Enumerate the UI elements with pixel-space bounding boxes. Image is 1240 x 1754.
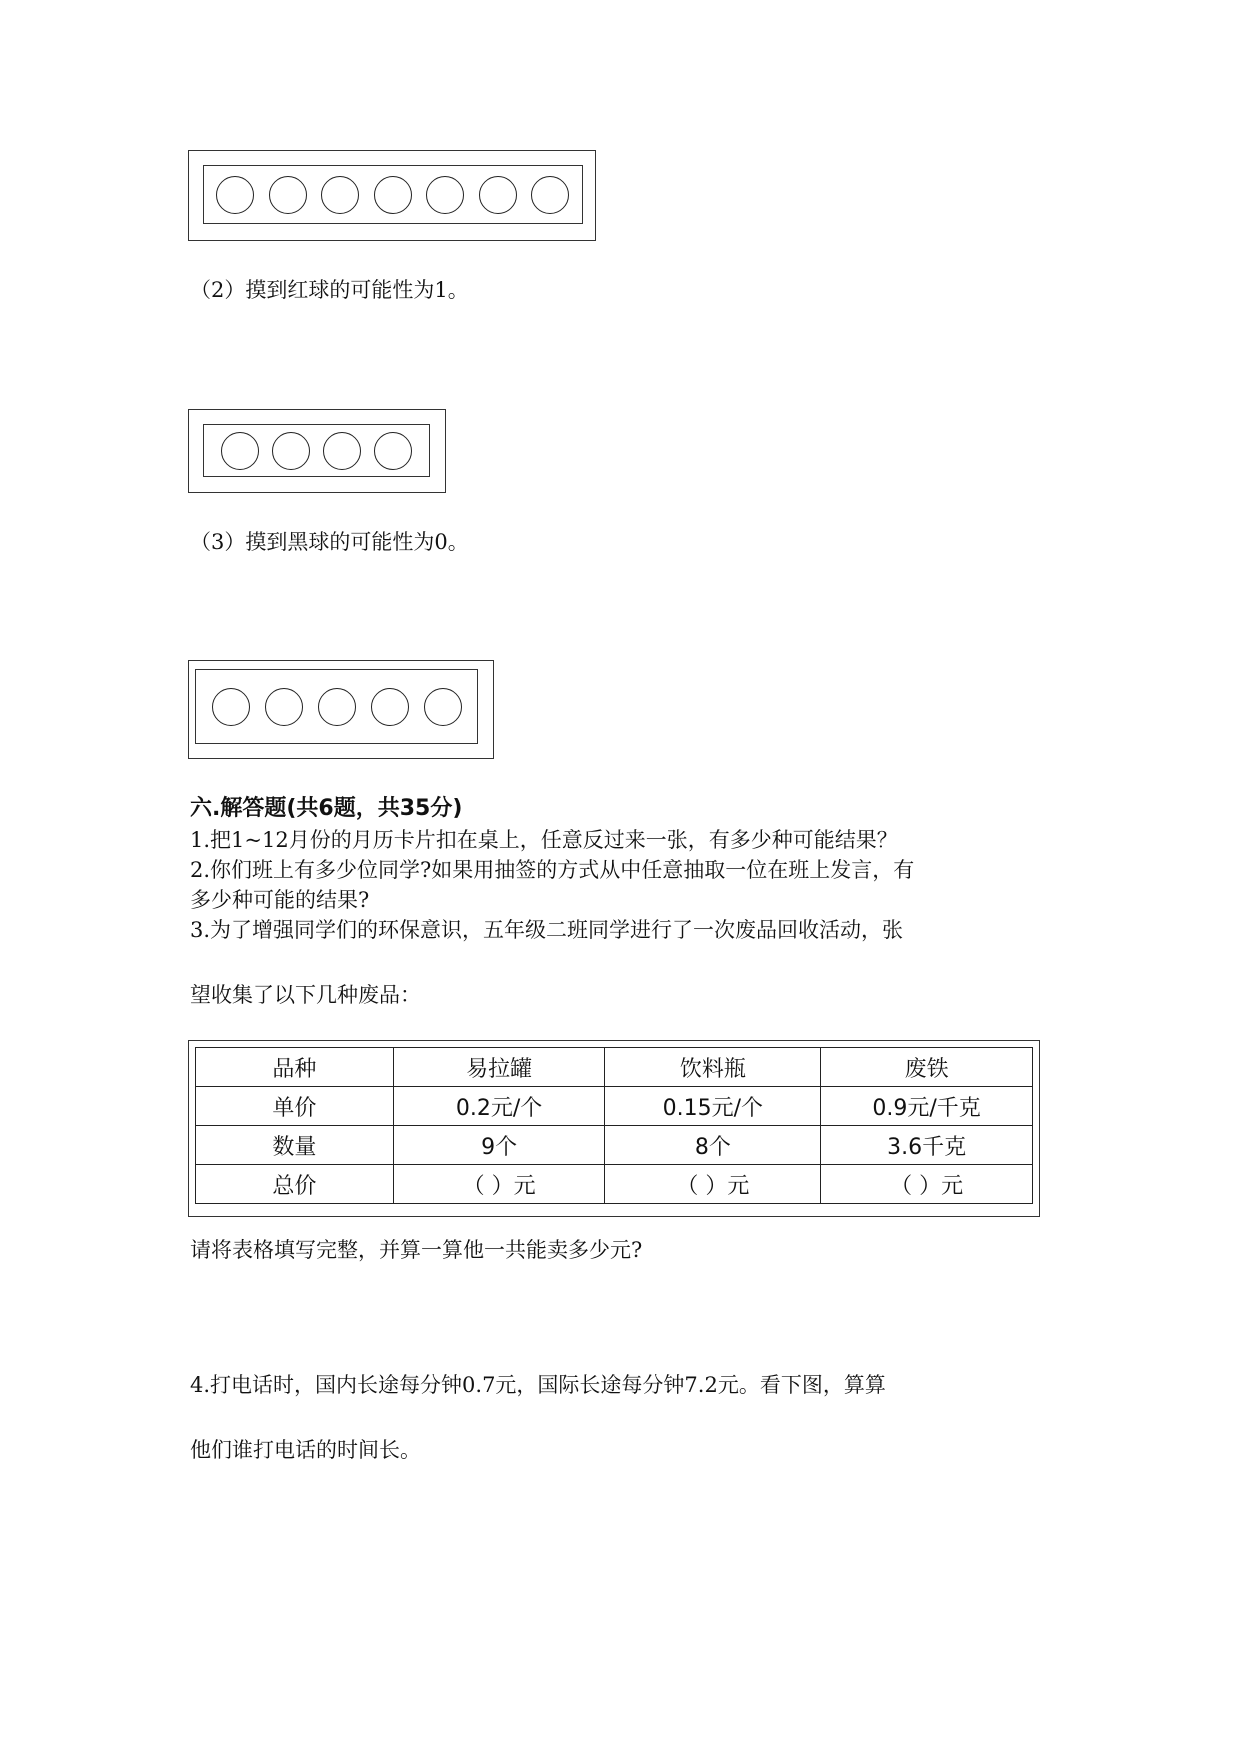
waste-table-frame: [188, 1040, 1040, 1217]
question-3-line-2: 望收集了以下几种废品：: [190, 983, 421, 1007]
waste-table: [195, 1047, 1033, 1204]
ball-box-2: [188, 409, 446, 493]
question-4-line-2: 他们谁打电话的时间长。: [190, 1438, 421, 1462]
question-2-line-2: 多少种可能的结果?: [190, 888, 370, 912]
table-cell: 0.2元/个: [393, 1087, 605, 1126]
table-cell: 0.15元/个: [605, 1087, 821, 1126]
ball: [212, 688, 250, 726]
table-cell: （ ）元: [821, 1165, 1033, 1204]
question-2-line-1: 2.你们班上有多少位同学?如果用抽签的方式从中任意抽取一位在班上发言，有: [190, 858, 915, 882]
ball: [371, 688, 409, 726]
ball-box-3-inner: [195, 669, 478, 744]
ball-box-3: [188, 660, 494, 759]
ball: [323, 432, 361, 470]
ball: [272, 432, 310, 470]
ball: [216, 176, 254, 214]
ball-box-1-inner: [203, 165, 583, 224]
table-cell: 易拉罐: [393, 1048, 605, 1087]
table-cell: 废铁: [821, 1048, 1033, 1087]
item-2-text: （2）摸到红球的可能性为1。: [190, 278, 469, 302]
table-cell: （ ）元: [605, 1165, 821, 1204]
table-row: [196, 1165, 1033, 1204]
table-cell: 8个: [605, 1126, 821, 1165]
question-3-line-1: 3.为了增强同学们的环保意识，五年级二班同学进行了一次废品回收活动，张: [190, 918, 904, 942]
table-cell: 3.6千克: [821, 1126, 1033, 1165]
table-row: [196, 1048, 1033, 1087]
section-title: 六.解答题(共6题，共35分): [190, 796, 463, 821]
ball: [374, 176, 412, 214]
ball: [269, 176, 307, 214]
ball-box-1: [188, 150, 596, 241]
table-cell: （ ）元: [393, 1165, 605, 1204]
table-cell: 单价: [196, 1087, 394, 1126]
ball: [479, 176, 517, 214]
table-row: [196, 1087, 1033, 1126]
table-cell: 9个: [393, 1126, 605, 1165]
ball: [318, 688, 356, 726]
ball: [426, 176, 464, 214]
item-3-text: （3）摸到黑球的可能性为0。: [190, 530, 469, 554]
ball: [265, 688, 303, 726]
ball: [424, 688, 462, 726]
table-cell: 饮料瓶: [605, 1048, 821, 1087]
table-cell: 数量: [196, 1126, 394, 1165]
ball: [531, 176, 569, 214]
ball: [321, 176, 359, 214]
question-4-line-1: 4.打电话时，国内长途每分钟0.7元，国际长途每分钟7.2元。看下图，算算: [190, 1373, 886, 1397]
table-row: [196, 1126, 1033, 1165]
table-cell: 总价: [196, 1165, 394, 1204]
question-3-instruction: 请将表格填写完整，并算一算他一共能卖多少元?: [190, 1238, 643, 1262]
table-cell: 0.9元/千克: [821, 1087, 1033, 1126]
question-1: 1.把1~12月份的月历卡片扣在桌上，任意反过来一张，有多少种可能结果？: [190, 828, 898, 852]
ball: [221, 432, 259, 470]
ball: [374, 432, 412, 470]
table-cell: 品种: [196, 1048, 394, 1087]
ball-box-2-inner: [203, 424, 430, 477]
